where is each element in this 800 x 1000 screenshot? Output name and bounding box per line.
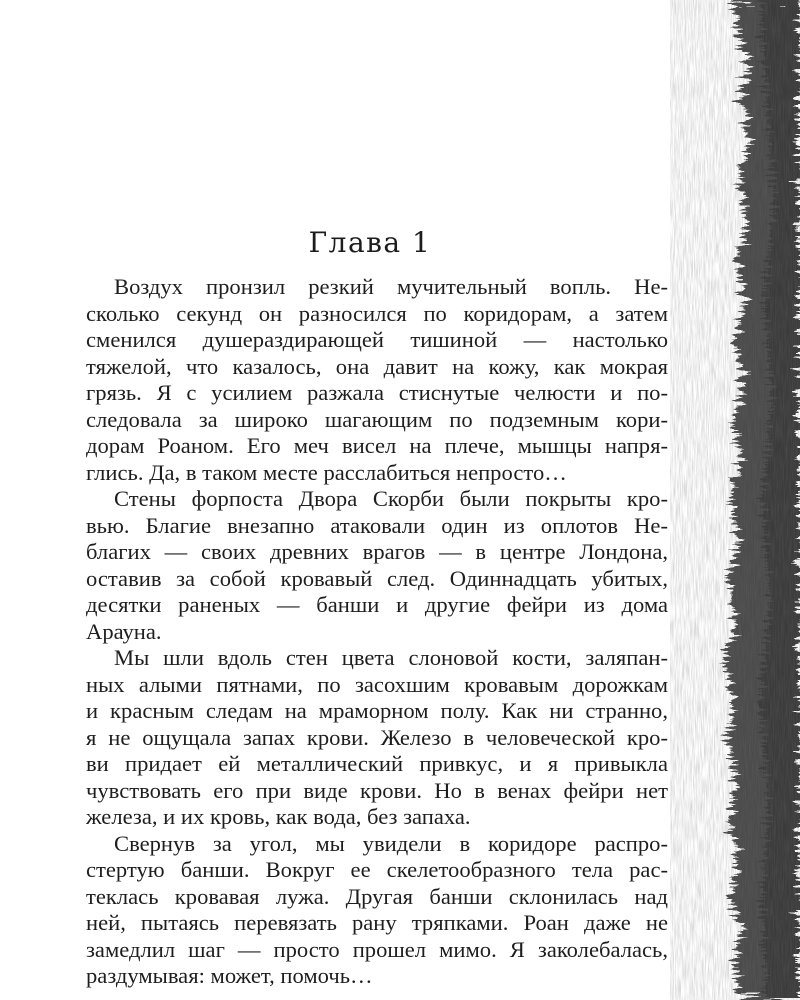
text-line: ных алыми пятнами, по засохшим кровавым дорожкам: [86, 671, 668, 697]
text-line: дорам Роаном. Его меч висел на плече, мышцы напря-: [86, 433, 668, 458]
text-line: Воздух пронзил резкий мучительный вопль. Не-: [114, 274, 668, 299]
text-line: оставив за собой кровавый след. Одиннадцать убитых,: [86, 565, 668, 591]
text-line: раздумывая: может, помочь…: [86, 963, 373, 988]
text-line: Стены форпоста Двора Скорби были покрыты кро-: [114, 486, 668, 511]
text-line: ви придает ей металлический привкус, и я привыкла: [86, 751, 668, 776]
text-line: Мы шли вдоль стен цвета слоновой кости, заляпан-: [114, 645, 668, 670]
text-line: грязь. Я с усилием разжала стиснутые челюсти и по-: [86, 380, 668, 405]
chapter-title: Глава 1: [308, 226, 432, 259]
text-line: железа, и их кровь, как вода, без запаха.: [86, 804, 471, 829]
text-line: Свернув за угол, мы увидели в коридоре распро-: [114, 830, 668, 856]
chapter-body: [86, 274, 668, 990]
text-line: следовала за широко шагающим по подземным кори-: [86, 406, 668, 432]
painted-page-edge: [670, 0, 800, 1000]
text-line: и красным следам на мраморном полу. Как ни странно,: [86, 698, 668, 723]
text-line: вью. Благие внезапно атаковали один из оплотов Не-: [86, 512, 668, 538]
text-line: стертую банши. Вокруг ее скелетообразного тела рас-: [86, 857, 668, 882]
text-line: глись. Да, в таком месте расслабиться непросто…: [86, 459, 567, 485]
text-line: я не ощущала запах крови. Железо в человеческой кро-: [86, 724, 668, 750]
text-line: благих — своих древних врагов — в центре Лондона,: [86, 539, 668, 564]
text-line: Арауна.: [86, 618, 162, 644]
text-line: ней, пытаясь перевязать рану тряпками. Роан даже не: [86, 910, 668, 935]
text-line: чувствовать его при виде крови. Но в венах фейри нет: [86, 777, 668, 803]
text-line: замедлил шаг — просто прошел мимо. Я заколебалась,: [86, 936, 668, 962]
text-line: десятки раненых — банши и другие фейри из дома: [86, 592, 668, 617]
text-line: сколько секунд он разносился по коридорам, а затем: [86, 300, 668, 326]
text-line: тяжелой, что казалось, она давит на кожу, как мокрая: [86, 353, 668, 379]
text-line: сменился душераздирающей тишиной — настолько: [86, 327, 668, 352]
text-line: теклась кровавая лужа. Другая банши склонилась над: [86, 883, 668, 909]
